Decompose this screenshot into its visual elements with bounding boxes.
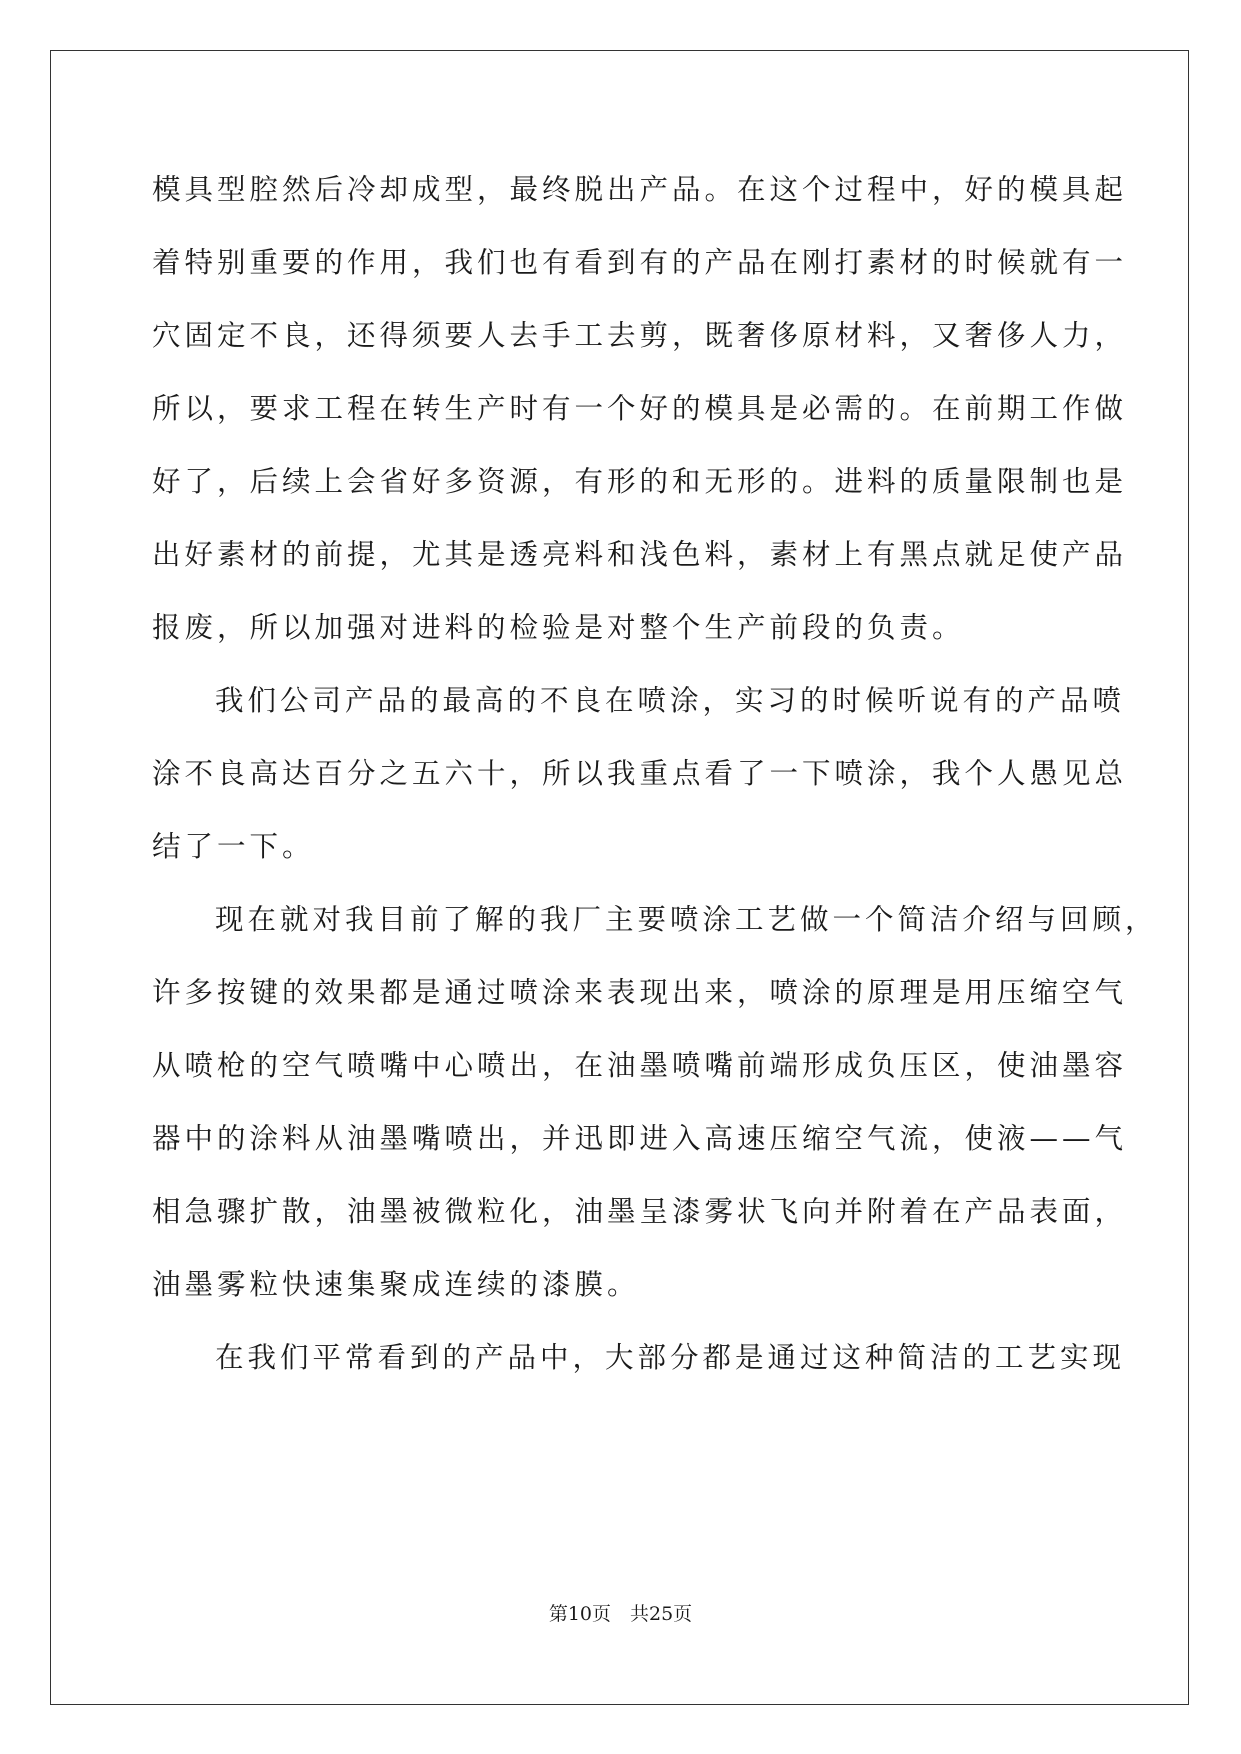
text-line: 穴固定不良，还得须要人去手工去剪，既奢侈原材料，又奢侈人力，: [152, 319, 1128, 352]
text-line: 相急骤扩散，油墨被微粒化，油墨呈漆雾状飞向并附着在产品表面，: [152, 1195, 1128, 1228]
text-line: 器中的涂料从油墨嘴喷出，并迅即进入高速压缩空气流，使液——气: [152, 1122, 1128, 1155]
text-line: 出好素材的前提，尤其是透亮料和浅色料，素材上有黑点就足使产品: [152, 538, 1128, 571]
text-line: 结了一下。: [152, 830, 315, 863]
text-line: 油墨雾粒快速集聚成连续的漆膜。: [152, 1268, 640, 1301]
paragraph-first-line: 我们公司产品的最高的不良在喷涂，实习的时候听说有的产品喷: [215, 684, 1126, 717]
page-border: [50, 50, 1189, 1705]
text-line: 所以，要求工程在转生产时有一个好的模具是必需的。在前期工作做: [152, 392, 1128, 425]
text-line: 着特别重要的作用，我们也有看到有的产品在刚打素材的时候就有一: [152, 246, 1128, 279]
text-line: 好了，后续上会省好多资源，有形的和无形的。进料的质量限制也是: [152, 465, 1128, 498]
text-line: 涂不良高达百分之五六十，所以我重点看了一下喷涂，我个人愚见总: [152, 757, 1128, 790]
text-line: 模具型腔然后冷却成型，最终脱出产品。在这个过程中，好的模具起: [152, 173, 1128, 206]
text-line: 许多按键的效果都是通过喷涂来表现出来，喷涂的原理是用压缩空气: [152, 976, 1128, 1009]
text-line: 从喷枪的空气喷嘴中心喷出，在油墨喷嘴前端形成负压区，使油墨容: [152, 1049, 1128, 1082]
paragraph-first-line: 现在就对我目前了解的我厂主要喷涂工艺做一个简洁介绍与回顾，: [215, 903, 1158, 936]
paragraph-first-line: 在我们平常看到的产品中，大部分都是通过这种简洁的工艺实现: [215, 1341, 1126, 1374]
page-number-footer: 第10页 共25页: [548, 1603, 693, 1625]
text-line: 报废，所以加强对进料的检验是对整个生产前段的负责。: [152, 611, 965, 644]
